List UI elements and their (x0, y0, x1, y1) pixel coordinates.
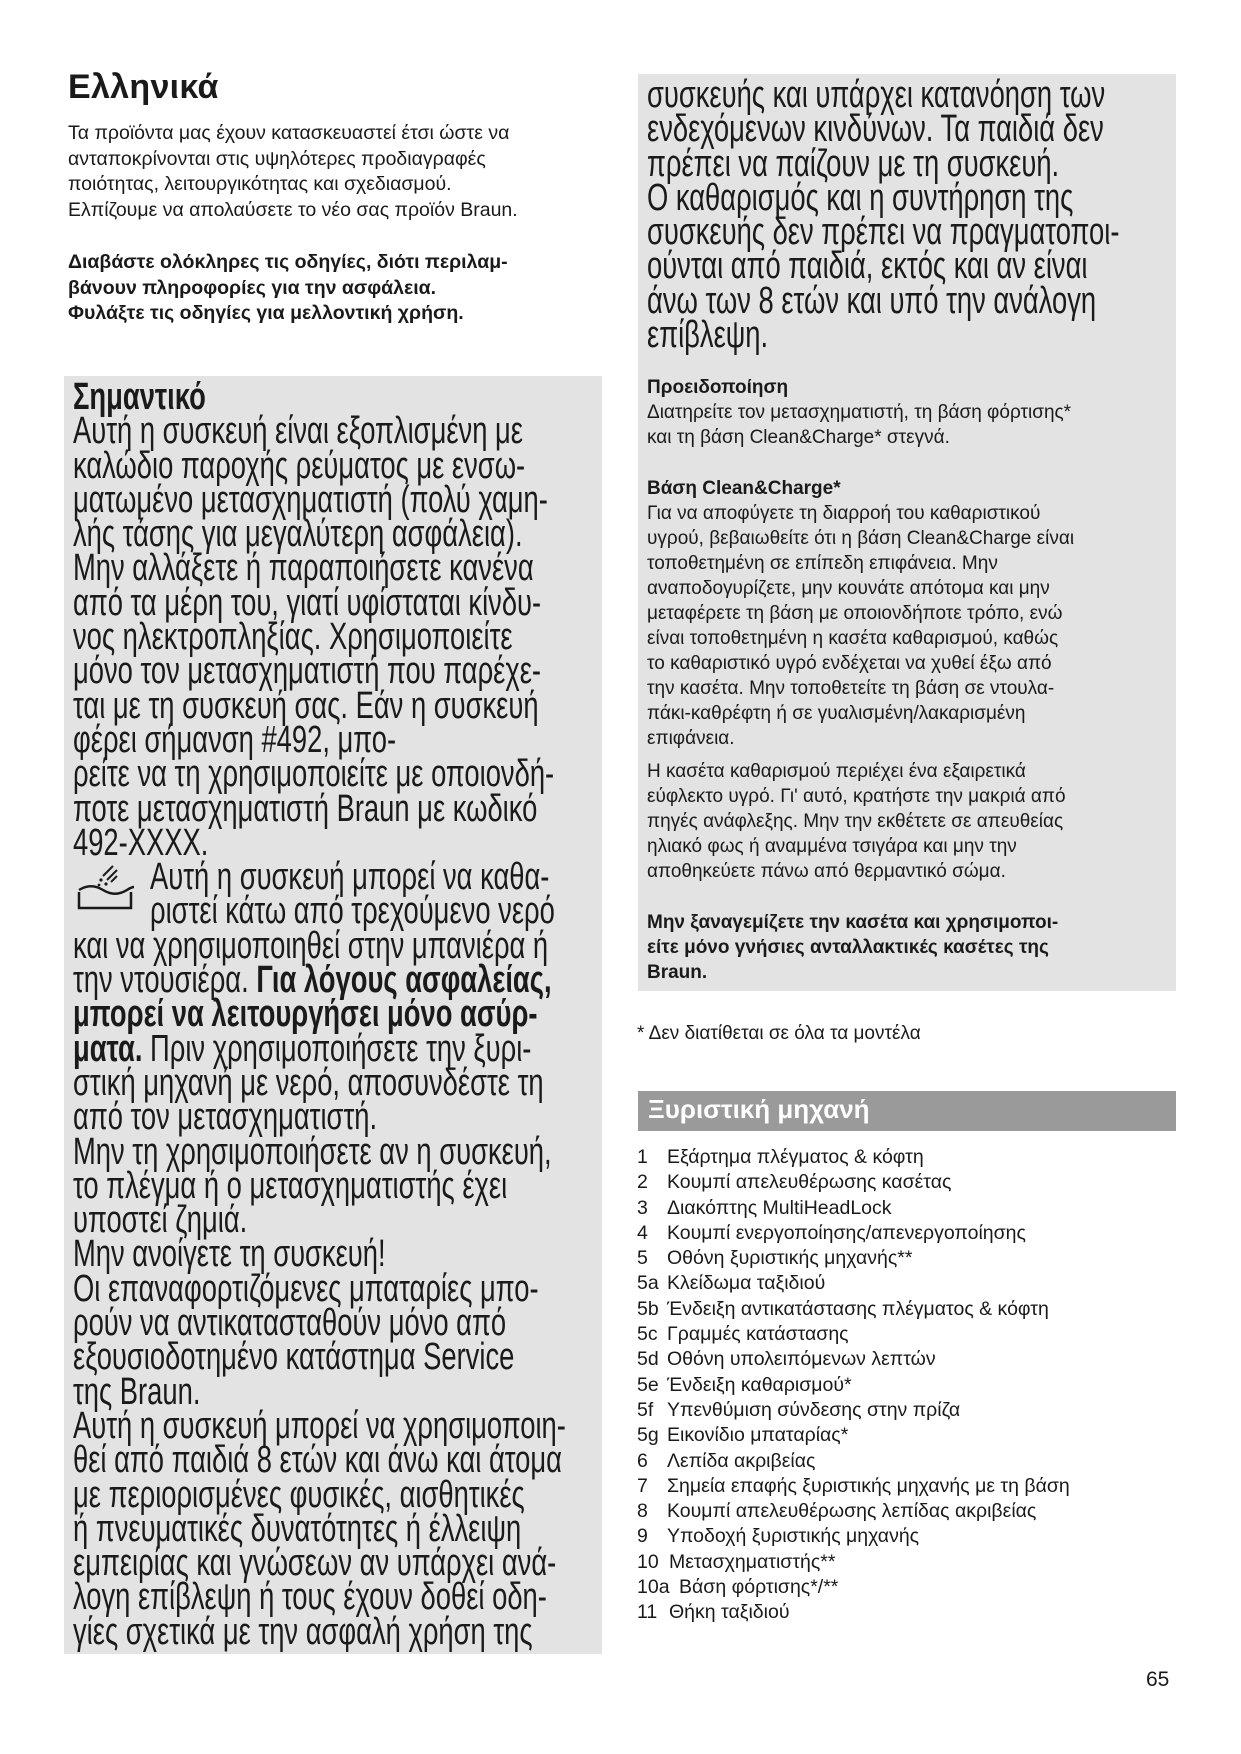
clean-charge-line: Η κασέτα καθαρισμού περιέχει ένα εξαιρετικά (647, 761, 1026, 782)
clean-charge-line: υγρού, βεβαιωθείτε ότι η βάση Clean&Charge είναι (647, 528, 1075, 549)
important-line: ρούν να αντικατασταθούν μόνο από (73, 1302, 507, 1345)
part-label: Βάση φόρτισης*/** (679, 1576, 839, 1599)
important-line: υποστεί ζημιά. (73, 1199, 248, 1242)
important-line: λογη επίβλεψη ή τους έχουν δοθεί οδη- (73, 1576, 547, 1619)
list-item (637, 1474, 1197, 1499)
important-line (73, 959, 566, 1002)
important-line: Αυτή η συσκευή είναι εξοπλισμένη με (73, 410, 523, 453)
important-line: γίες σχετικά με την ασφαλή χρήση της (73, 1610, 533, 1653)
intro-line: Τα προϊόντα μας έχουν κατασκευαστεί έτσι ώστε να (68, 122, 510, 144)
part-label: Υποδοχή ξυριστικής μηχανής (667, 1525, 920, 1548)
important-line: Αυτή η συσκευή μπορεί να καθα- (150, 856, 550, 899)
part-number: 5 (637, 1247, 648, 1270)
important-line: ριστεί κάτω από τρεχούμενο νερό (150, 890, 555, 933)
clean-charge-line: αναποδογυρίζετε, μην κουνάτε απότομα και μην (647, 578, 1050, 599)
important-line (73, 993, 566, 1036)
right-big-line: συσκευής και υπάρχει κατανόηση των (647, 74, 1106, 116)
part-number: 7 (637, 1474, 648, 1497)
footnote: * Δεν διατίθεται σε όλα τα μοντέλα (637, 1023, 921, 1044)
part-number: 2 (637, 1171, 648, 1194)
part-number: 5a (637, 1272, 659, 1295)
intro-bold-line: Φυλάξτε τις οδηγίες για μελλοντική χρήση. (68, 302, 464, 324)
important-line: Μην αλλάξετε ή παραποιήσετε κανένα (73, 547, 534, 590)
clean-charge-refill-warning (647, 910, 1187, 985)
part-label: Εξάρτημα πλέγματος & κόφτη (667, 1146, 924, 1168)
important-line: ρείτε να τη χρησιμοποιείτε με οποιονδή- (73, 753, 555, 796)
intro-paragraph (68, 121, 598, 223)
part-number: 9 (637, 1525, 648, 1548)
clean-charge-bold-line: είτε μόνο γνήσιες ανταλλακτικές κασέτες της (647, 937, 1049, 958)
intro-line: Ελπίζουμε να απολαύσετε το νέο σας προϊόν Braun. (68, 198, 518, 221)
clean-charge-line: την κασέτα. Μην τοποθετείτε τη βάση σε ντουλα- (647, 678, 1055, 699)
important-line: στική μηχανή με νερό, αποσυνδέστε τη (73, 1061, 544, 1104)
shower-water-icon (73, 862, 137, 910)
important-line: το πλέγμα ή ο μετασχηματιστής έχει (73, 1164, 508, 1207)
part-label: Ένδειξη αντικατάστασης πλέγματος & κόφτη (667, 1297, 1049, 1320)
clean-charge-line: επιφάνεια. (647, 728, 735, 749)
important-line: με περιορισμένες φυσικές, αισθητικές (73, 1473, 525, 1516)
important-line: θεί από παιδιά 8 ετών και άνω και άτομα (73, 1439, 562, 1482)
right-big-line: συσκευής δεν πρέπει να πραγματοποι- (647, 211, 1120, 254)
list-item (637, 1322, 1197, 1347)
important-line: Αυτή η συσκευή μπορεί να χρησιμοποιη- (73, 1404, 566, 1447)
warning-text (647, 400, 1187, 450)
list-item (637, 1550, 1197, 1575)
clean-charge-line: αποθηκεύετε πάνω από θερμαντικό σώμα. (647, 861, 1006, 882)
part-number: 4 (637, 1221, 648, 1244)
list-item (637, 1297, 1197, 1322)
important-line: εμπειρίας και γνώσεων αν υπάρχει ανά- (73, 1542, 557, 1585)
clean-charge-line: μεταφέρετε τη βάση με οποιονδήποτε τρόπο, ενώ (647, 603, 1063, 624)
section-header-title: Ξυριστική μηχανή (648, 1094, 870, 1124)
right-big-line: ενδεχόμενων κινδύνων. Τα παιδιά δεν (647, 108, 1104, 151)
list-item (637, 1449, 1197, 1474)
right-big-line: άνω των 8 ετών και υπό την ανάλογη (647, 279, 1097, 322)
list-item (637, 1246, 1197, 1271)
part-label: Κλείδωμα ταξιδιού (667, 1272, 826, 1295)
important-line: της Braun. (73, 1370, 201, 1413)
clean-charge-line: πάκι-καθρέφτη ή σε γυαλισμένη/λακαρισμένη (647, 703, 1026, 724)
clean-charge-bold-line: Μην ξαναγεμίζετε την κασέτα και χρησιμοποι- (647, 912, 1059, 933)
important-text: Πριν χρησιμοποιήσετε την ξυρι- (142, 1027, 532, 1070)
right-big-line: Ο καθαρισμός και η συντήρηση της (647, 176, 1074, 219)
right-big-line: ούνται από παιδιά, εκτός και αν είναι (647, 245, 1088, 288)
list-item (637, 1373, 1197, 1398)
part-label: Εικονίδιο μπαταρίας* (667, 1424, 849, 1447)
important-line: λής τάσης για μεγαλύτερη ασφάλεια). (73, 513, 523, 556)
intro-bold-paragraph (68, 250, 608, 327)
important-line: Οι επαναφορτιζόμενες μπαταρίες μπο- (73, 1267, 539, 1310)
list-item (637, 1221, 1197, 1246)
list-item (637, 1398, 1197, 1423)
important-line: ή πνευματικές δυνατότητες ή έλλειψη (73, 1507, 522, 1550)
intro-bold-line: βάνουν πληροφορίες για την ασφάλεια. (68, 276, 437, 299)
children-warning-content (647, 74, 1120, 357)
important-line: 492-XXXX. (73, 821, 209, 864)
part-label: Ένδειξη καθαρισμού* (667, 1373, 852, 1396)
part-label: Υπενθύμιση σύνδεσης στην πρίζα (667, 1398, 961, 1421)
important-line: από τον μετασχηματιστή. (73, 1096, 378, 1139)
warning-line: και τη βάση Clean&Charge* στεγνά. (647, 427, 950, 448)
part-number: 8 (637, 1500, 648, 1523)
important-bold-text: ματα. (73, 1027, 143, 1070)
part-number: 5d (637, 1348, 659, 1371)
part-number: 11 (637, 1601, 658, 1624)
important-bold-text: Για λόγους ασφαλείας, (256, 959, 552, 1002)
clean-charge-line: πηγές ανάφλεξης. Μην την εκθέτετε σε απευθείας (647, 811, 1064, 832)
important-line: ται με τη συσκευή σας. Εάν η συσκευή (73, 684, 539, 727)
important-line: Μην ανοίγετε τη συσκευή! (73, 1233, 386, 1276)
clean-charge-bold-line: Braun. (647, 962, 708, 983)
important-line: και να χρησιμοποιηθεί στην μπανιέρα ή (73, 924, 549, 967)
important-line: νος ηλεκτροπληξίας. Χρησιμοποιείτε (73, 616, 513, 659)
important-heading: Σημαντικό (73, 376, 206, 418)
right-big-line: πρέπει να παίζουν με τη συσκευή. (647, 142, 1060, 185)
part-label: Οθόνη ξυριστικής μηχανής** (667, 1247, 913, 1270)
part-label: Γραμμές κατάστασης (667, 1323, 849, 1346)
part-label: Θήκη ταξιδιού (669, 1601, 790, 1624)
warning-line: Διατηρείτε τον μετασχηματιστή, τη βάση φόρτισης* (647, 402, 1072, 423)
clean-charge-text (647, 501, 1187, 751)
important-line: καλώδιο παροχής ρεύματος με ενσω- (73, 444, 526, 487)
part-label: Λεπίδα ακριβείας (667, 1449, 816, 1472)
list-item (637, 1575, 1197, 1600)
part-label: Διακόπτης MultiHeadLock (667, 1196, 892, 1219)
intro-line: ανταποκρίνονται στις υψηλότερες προδιαγραφές (68, 147, 486, 170)
important-line: Μην τη χρησιμοποιήσετε αν η συσκευή, (73, 1130, 552, 1173)
warning-title: Προειδοποίηση (647, 377, 789, 398)
important-line: φέρει σήμανση #492, μπο- (73, 718, 397, 761)
part-label: Σημεία επαφής ξυριστικής μηχανής με τη βάση (667, 1474, 1070, 1497)
important-line: ποτε μετασχηματιστή Braun με κωδικό (73, 787, 538, 830)
list-item (637, 1347, 1197, 1372)
clean-charge-line: τοποθετημένη σε επίπεδη επιφάνεια. Μην (647, 553, 998, 574)
list-item (637, 1600, 1197, 1625)
list-item (637, 1145, 1197, 1170)
list-item (637, 1271, 1197, 1296)
important-line: ματωμένο μετασχηματιστή (πολύ χαμη- (73, 478, 548, 521)
list-item (637, 1499, 1197, 1524)
clean-charge-flammable-text (647, 759, 1187, 884)
intro-bold-line: Διαβάστε ολόκληρες τις οδηγίες, διότι περιλαμ- (68, 251, 508, 273)
page-title: Ελληνικά (68, 68, 219, 106)
part-number: 1 (637, 1146, 648, 1168)
intro-line: ποιότητας, λειτουργικότητας και σχεδιασμού. (68, 173, 452, 195)
part-number: 5c (637, 1323, 658, 1346)
part-label: Κουμπί απελευθέρωσης κασέτας (667, 1171, 952, 1194)
part-number: 5f (637, 1398, 654, 1421)
important-line: εξουσιοδοτημένο κατάστημα Service (73, 1336, 515, 1379)
parts-list (637, 1145, 1197, 1626)
important-text: την ντουσιέρα. (73, 959, 257, 1002)
part-number: 10a (637, 1576, 670, 1599)
clean-charge-line: το καθαριστικό υγρό ενδέχεται να χυθεί έξω από (647, 653, 1052, 674)
part-number: 3 (637, 1196, 648, 1219)
part-number: 6 (637, 1449, 648, 1472)
page-number: 65 (1146, 1668, 1170, 1691)
part-number: 5e (637, 1373, 659, 1396)
part-number: 5g (637, 1424, 659, 1447)
list-item (637, 1524, 1197, 1549)
clean-charge-line: ηλιακό φως ή αναμμένα τσιγάρα και μην την (647, 836, 1017, 857)
list-item (637, 1170, 1197, 1195)
clean-charge-line: είναι τοποθετημένη η κασέτα καθαρισμού, καθώς (647, 628, 1059, 649)
part-label: Κουμπί απελευθέρωσης λεπίδας ακριβείας (667, 1500, 1037, 1523)
clean-charge-line: Για να αποφύγετε τη διαρροή του καθαριστικού (647, 503, 1041, 524)
clean-charge-line: εύφλεκτο υγρό. Γι' αυτό, κρατήστε την μακριά από (647, 786, 1066, 807)
part-number: 5b (637, 1297, 659, 1320)
part-label: Κουμπί ενεργοποίησης/απενεργοποίησης (667, 1221, 1026, 1244)
list-item (637, 1423, 1197, 1448)
important-line: από τα μέρη του, γιατί υφίσταται κίνδυ- (73, 581, 542, 624)
right-big-line: επίβλεψη. (647, 314, 769, 357)
list-item (637, 1196, 1197, 1221)
part-label: Οθόνη υπολειπόμενων λεπτών (667, 1348, 936, 1371)
important-line (73, 1027, 566, 1070)
important-bold-text: μπορεί να λειτουργήσει μόνο ασύρ- (73, 993, 538, 1036)
part-label: Μετασχηματιστής** (669, 1550, 836, 1573)
part-number: 10 (637, 1550, 659, 1573)
important-content (73, 376, 566, 1653)
important-line: μόνο τον μετασχηματιστή που παρέχε- (73, 650, 542, 693)
clean-charge-title: Βάση Clean&Charge* (647, 478, 841, 499)
